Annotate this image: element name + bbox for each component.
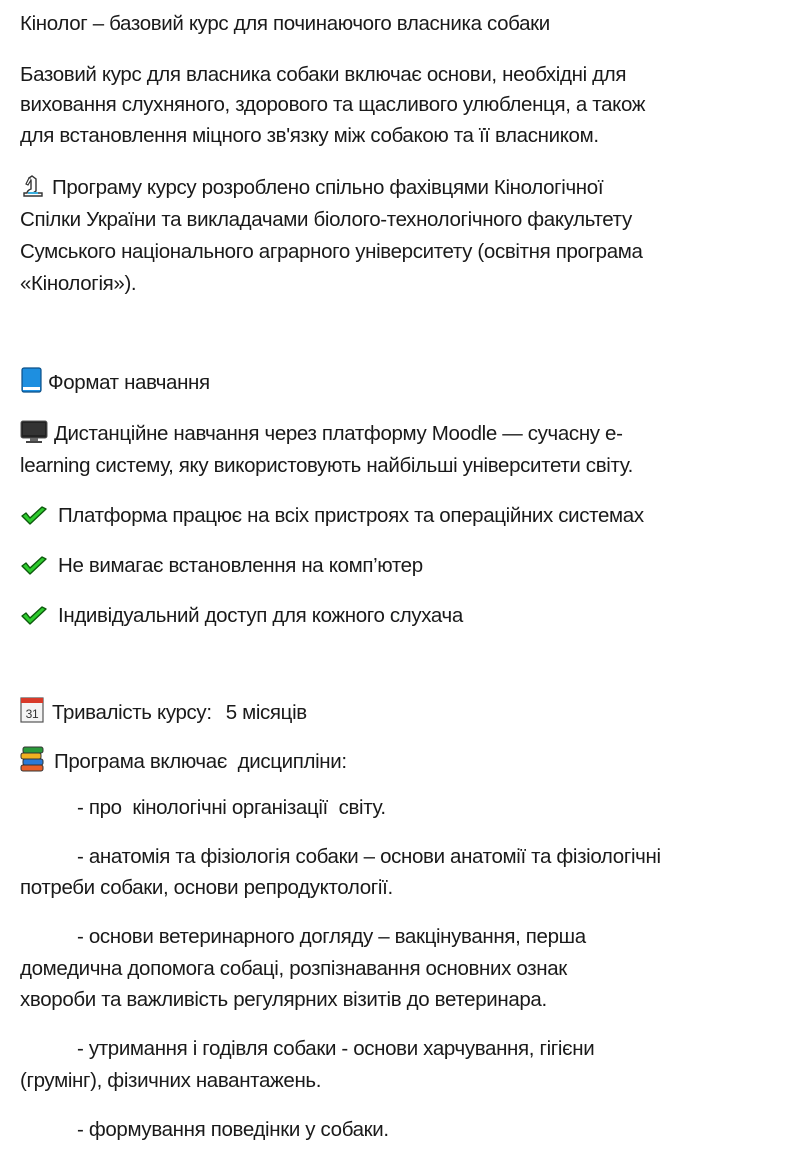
duration-value: 5 місяців [225, 701, 307, 724]
feature-item [20, 600, 463, 635]
blue-book-icon [20, 367, 44, 402]
feature-text: Не вимагає встановлення на комп’ютер [58, 554, 423, 577]
check-mark-icon [20, 504, 48, 535]
disciplines-heading [20, 746, 347, 781]
program-authors-line-3: Сумського національного аграрного університету (освітня програма [20, 240, 643, 263]
calendar-icon [20, 697, 44, 732]
discipline-item: - про кінологічні організації світу. [77, 796, 386, 819]
feature-text: Платформа працює на всіх пристроях та операційних системах [58, 504, 644, 527]
discipline-item: - основи ветеринарного догляду – вакцінування, перша [77, 925, 586, 948]
check-mark-icon [20, 604, 48, 635]
discipline-item-continued: (грумінг), фізичних навантажень. [20, 1069, 322, 1092]
duration-label: Тривалість курсу: [52, 701, 212, 724]
disciplines-heading-text: Програма включає дисципліни: [54, 750, 347, 773]
microscope-icon [20, 174, 46, 207]
feature-item [20, 500, 644, 535]
check-mark-icon [20, 554, 48, 585]
program-authors-text: Програму курсу розроблено спільно фахівцями Кінологічної [52, 176, 604, 199]
format-heading-text: Формат навчання [48, 371, 210, 394]
distance-line-1 [20, 418, 623, 453]
feature-item [20, 550, 423, 585]
format-heading [20, 367, 210, 402]
distance-text: Дистанційне навчання через платформу Moodle — сучасну e- [54, 422, 623, 445]
discipline-item: - анатомія та фізіологія собаки – основи анатомії та фізіологічні [77, 845, 661, 868]
feature-text: Індивідуальний доступ для кожного слухача [58, 604, 463, 627]
program-authors-line-1 [20, 172, 603, 207]
discipline-item-continued: домедична допомога собаці, розпізнавання основних ознак [20, 957, 567, 980]
discipline-item-continued: потреби собаки, основи репродуктології. [20, 876, 393, 899]
books-icon [20, 746, 46, 781]
discipline-item: - формування поведінки у собаки. [77, 1118, 389, 1141]
program-authors-line-4: «Кінологія»). [20, 272, 137, 295]
intro-line-2: виховання слухняного, здорового та щасливого улюбленця, а також [20, 93, 646, 116]
duration-line [20, 697, 307, 732]
program-authors-line-2: Спілки України та викладачами біолого-технологічного факультету [20, 208, 632, 231]
discipline-item-continued: хвороби та важливість регулярних візитів до ветеринара. [20, 988, 547, 1011]
intro-line-3: для встановлення міцного зв'язку між собакою та її власником. [20, 124, 599, 147]
distance-line-2: learning систему, яку використовують найбільші університети світу. [20, 454, 633, 477]
calendar-day: 31 [25, 707, 39, 721]
computer-monitor-icon [20, 420, 48, 453]
course-title: Кінолог – базовий курс для починаючого власника собаки [20, 12, 550, 35]
discipline-item: - утримання і годівля собаки - основи харчування, гігієни [77, 1037, 595, 1060]
intro-line-1: Базовий курс для власника собаки включає основи, необхідні для [20, 63, 627, 86]
